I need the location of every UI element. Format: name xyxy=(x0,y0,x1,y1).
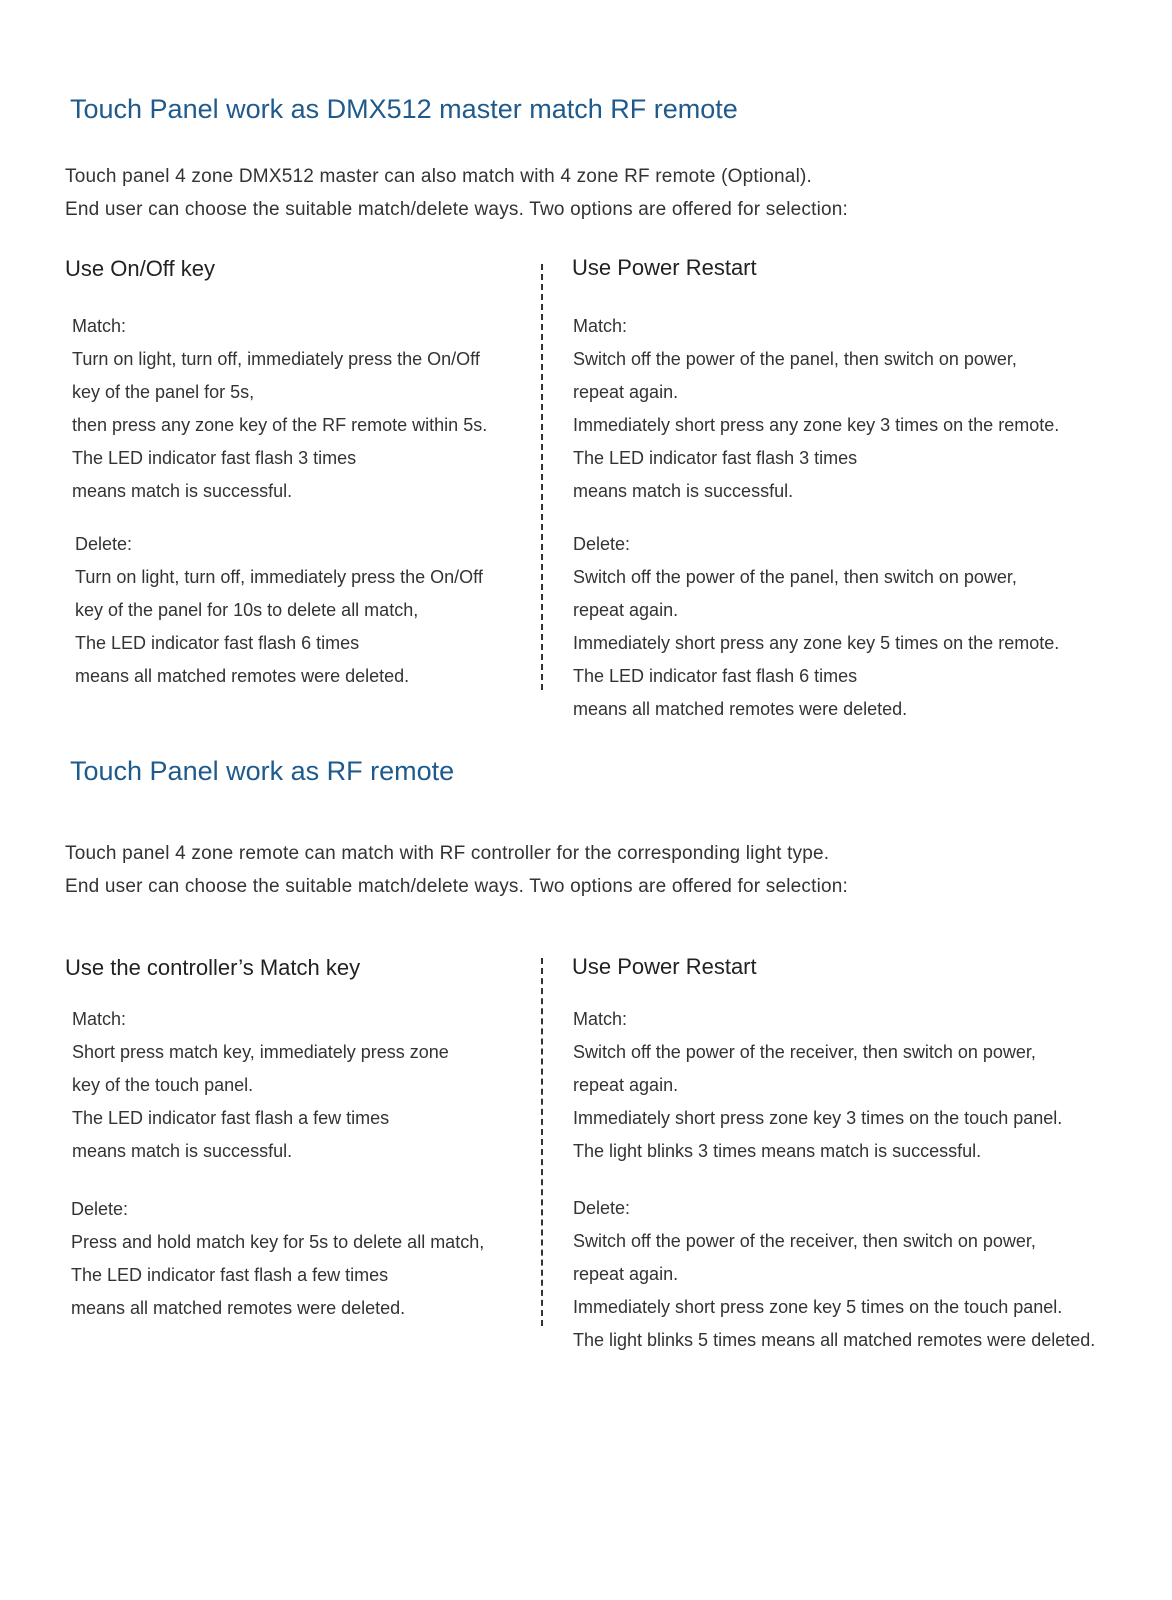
text-line: Immediately short press any zone key 5 times on the remote. xyxy=(573,633,1060,653)
section2-intro xyxy=(65,837,848,903)
text-line: repeat again. xyxy=(573,1264,679,1284)
section1-right-match-block xyxy=(573,310,1059,508)
section2-right-delete-block xyxy=(573,1192,1095,1357)
section2-left-delete-block xyxy=(71,1193,484,1325)
text-line: repeat again. xyxy=(573,382,679,402)
text-line: key of the panel for 10s to delete all match, xyxy=(75,600,419,620)
text-line: key of the panel for 5s, xyxy=(72,382,255,402)
text-line: Switch off the power of the receiver, then switch on power, xyxy=(573,1042,1036,1062)
section2-intro-line: End user can choose the suitable match/delete ways. Two options are offered for selection: xyxy=(65,876,849,897)
section2-left-heading: Use the controller’s Match key xyxy=(65,955,361,980)
delete-label: Delete: xyxy=(573,534,631,554)
text-line: repeat again. xyxy=(573,600,679,620)
match-label: Match: xyxy=(72,316,127,336)
text-line: means all matched remotes were deleted. xyxy=(75,666,410,686)
match-label: Match: xyxy=(573,1009,628,1029)
delete-label: Delete: xyxy=(71,1199,129,1219)
text-line: Turn on light, turn off, immediately press the On/Off xyxy=(75,567,483,587)
section1-column-divider xyxy=(541,264,543,690)
text-line: The light blinks 3 times means match is successful. xyxy=(573,1141,982,1161)
match-label: Match: xyxy=(573,316,628,336)
section1-intro-line: Touch panel 4 zone DMX512 master can also match with 4 zone RF remote (Optional). xyxy=(65,166,812,187)
section1-title: Touch Panel work as DMX512 master match RF remote xyxy=(70,94,738,124)
text-line: The LED indicator fast flash 6 times xyxy=(573,666,858,686)
section1-right-delete-block xyxy=(573,528,1059,726)
text-line: The LED indicator fast flash 6 times xyxy=(75,633,360,653)
section1-intro-line: End user can choose the suitable match/delete ways. Two options are offered for selection: xyxy=(65,199,849,220)
section2-left-match-block xyxy=(72,1003,449,1168)
text-line: Switch off the power of the receiver, then switch on power, xyxy=(573,1231,1036,1251)
section1-intro xyxy=(65,160,848,226)
text-line: Short press match key, immediately press zone xyxy=(72,1042,449,1062)
text-line: Immediately short press zone key 5 times on the touch panel. xyxy=(573,1297,1063,1317)
text-line: Switch off the power of the panel, then switch on power, xyxy=(573,349,1017,369)
section2-column-divider xyxy=(541,958,543,1326)
text-line: Turn on light, turn off, immediately press the On/Off xyxy=(72,349,480,369)
text-line: Immediately short press zone key 3 times on the touch panel. xyxy=(573,1108,1063,1128)
text-line: means match is successful. xyxy=(573,481,794,501)
section2-right-heading: Use Power Restart xyxy=(572,954,757,979)
text-line: means match is successful. xyxy=(72,1141,293,1161)
text-line: Switch off the power of the panel, then switch on power, xyxy=(573,567,1017,587)
section1-left-heading: Use On/Off key xyxy=(65,256,215,281)
text-line: Immediately short press any zone key 3 times on the remote. xyxy=(573,415,1060,435)
section1-left-delete-block xyxy=(75,528,483,693)
text-line: then press any zone key of the RF remote within 5s. xyxy=(72,415,488,435)
section1-left-match-block xyxy=(72,310,487,508)
section2-right-match-block xyxy=(573,1003,1062,1168)
match-label: Match: xyxy=(72,1009,127,1029)
text-line: means all matched remotes were deleted. xyxy=(573,699,908,719)
text-line: Press and hold match key for 5s to delete all match, xyxy=(71,1232,485,1252)
text-line: means match is successful. xyxy=(72,481,293,501)
text-line: key of the touch panel. xyxy=(72,1075,254,1095)
text-line: The LED indicator fast flash a few times xyxy=(71,1265,389,1285)
delete-label: Delete: xyxy=(573,1198,631,1218)
section2-intro-line: Touch panel 4 zone remote can match with RF controller for the corresponding light type. xyxy=(65,843,830,864)
text-line: The LED indicator fast flash 3 times xyxy=(573,448,858,468)
text-line: repeat again. xyxy=(573,1075,679,1095)
section1-right-heading: Use Power Restart xyxy=(572,255,757,280)
text-line: The light blinks 5 times means all matched remotes were deleted. xyxy=(573,1330,1096,1350)
section2-title: Touch Panel work as RF remote xyxy=(70,756,455,786)
text-line: means all matched remotes were deleted. xyxy=(71,1298,406,1318)
delete-label: Delete: xyxy=(75,534,133,554)
text-line: The LED indicator fast flash a few times xyxy=(72,1108,390,1128)
text-line: The LED indicator fast flash 3 times xyxy=(72,448,357,468)
